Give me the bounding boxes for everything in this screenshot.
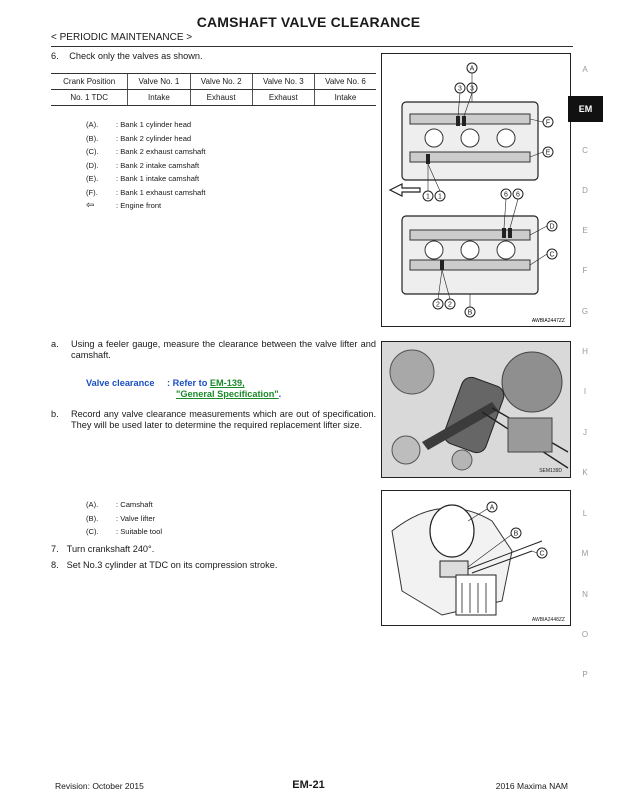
arrow-left-icon: ⇦ [86,200,95,211]
step-6 [51,51,203,62]
table-row [51,90,376,106]
legend-item: (F). : Bank 1 exhaust camshaft [86,187,206,197]
legend-step6 [86,118,206,213]
step-number: 6. [51,51,59,61]
table-header-cell: Valve No. 1 [128,74,190,90]
table-cell: Intake [314,90,376,106]
svg-text:6: 6 [504,191,508,199]
label-C: C [549,251,555,259]
table-cell: Exhaust [190,90,252,106]
spec-label: Valve clearance [86,378,155,388]
feeler-gauge-figure [381,341,571,478]
table-cell: Exhaust [252,90,314,106]
camshaft-lifter-figure [381,490,571,626]
footer-model: 2016 Maxima NAM [495,781,568,791]
svg-text:3: 3 [470,85,474,93]
spec-link-general-specification[interactable]: "General Specification" [176,389,279,399]
svg-text:1: 1 [438,193,442,201]
legend-item: (C). : Suitable tool [86,527,163,536]
legend-item: (C). : Bank 2 exhaust camshaft [86,147,206,156]
substep-letter: a. [51,339,59,349]
legend-item: (A). : Camshaft [86,500,153,509]
svg-text:3: 3 [458,85,462,93]
label-F: F [545,119,551,127]
table-header-row [51,74,376,90]
legend-item: (B). : Valve lifter [86,513,156,523]
figure-id: AWBIA2448ZZ [531,617,565,623]
side-index-EM-active[interactable]: EM [568,96,603,122]
side-index-G[interactable]: G [581,307,589,316]
side-index-F[interactable]: F [582,266,588,275]
table-cell: Intake [128,90,190,106]
side-index-M[interactable]: M [581,549,589,558]
side-index-E[interactable]: E [582,226,588,235]
label-B: B [467,309,473,317]
table-header-cell: Valve No. 3 [252,74,314,90]
cylinder-head-figure [381,53,571,327]
legend-item: (A). : Bank 1 cylinder head [86,120,192,129]
footer-page-number: EM-21 [292,779,325,791]
substep-b [51,409,376,431]
svg-text:2: 2 [448,301,452,309]
figure-id: SEM139D [539,468,562,474]
cylinder-head-diagram [382,54,570,326]
label-D: D [549,223,555,231]
legend-substep [86,498,162,539]
side-index-K[interactable]: K [582,468,588,477]
side-index-A[interactable]: A [582,65,588,74]
spec-link-em139[interactable]: EM-139, [209,378,245,388]
footer-revision: Revision: October 2015 [55,781,144,791]
label-C: C [539,550,545,558]
label-E: E [545,149,551,157]
legend-item: ⇦ : Engine front [86,200,162,211]
side-index-P[interactable]: P [582,670,588,679]
valve-table [51,73,376,106]
section-breadcrumb: < PERIODIC MAINTENANCE > [51,32,193,43]
legend-item: (E). : Bank 1 intake camshaft [86,174,200,183]
step-text: Check only the valves as shown. [69,51,203,61]
label-A: A [489,504,495,512]
page-title: CAMSHAFT VALVE CLEARANCE [196,14,421,30]
label-B: B [513,530,519,538]
legend-item: (B). : Bank 2 cylinder head [86,133,192,143]
camshaft-lifter-diagram [382,491,570,625]
feeler-gauge-illustration [382,342,570,477]
side-index-I[interactable]: I [583,387,587,396]
side-index-N[interactable]: N [582,590,588,599]
legend-item: (D). : Bank 2 intake camshaft [86,160,200,170]
table-header-cell: Valve No. 2 [190,74,252,90]
svg-text:6: 6 [516,191,520,199]
label-A: A [469,65,475,73]
step-7: 7. Turn crankshaft 240°. [51,544,155,554]
valve-clearance-spec: Valve clearance : Refer to EM-139, "General Specification". [86,378,282,399]
side-index-D[interactable]: D [582,186,588,195]
side-index-L[interactable]: L [582,509,588,518]
header-rule [51,46,573,47]
table-cell: No. 1 TDC [51,90,128,106]
table-header-cell: Valve No. 6 [314,74,376,90]
side-index-H[interactable]: H [582,347,588,356]
spec-prefix: : Refer to [167,378,208,388]
substep-letter: b. [51,409,59,419]
side-index-O[interactable]: O [581,630,589,639]
engine-front-arrow-icon [390,184,420,196]
substep-a [51,339,376,361]
figure-id: AWBIA2447ZZ [531,318,565,324]
step-8: 8. Set No.3 cylinder at TDC on its compression stroke. [51,560,278,570]
substep-text: Record any valve clearance measurements which are out of specification. They will be used later to determine the required replacement lifter size. [71,409,376,430]
substep-text: Using a feeler gauge, measure the clearance between the valve lifter and camshaft. [71,339,376,360]
svg-text:2: 2 [436,301,440,309]
side-index-C[interactable]: C [582,146,588,155]
side-index-J[interactable]: J [583,428,587,437]
svg-text:1: 1 [426,193,430,201]
table-header-cell: Crank Position [51,74,128,90]
